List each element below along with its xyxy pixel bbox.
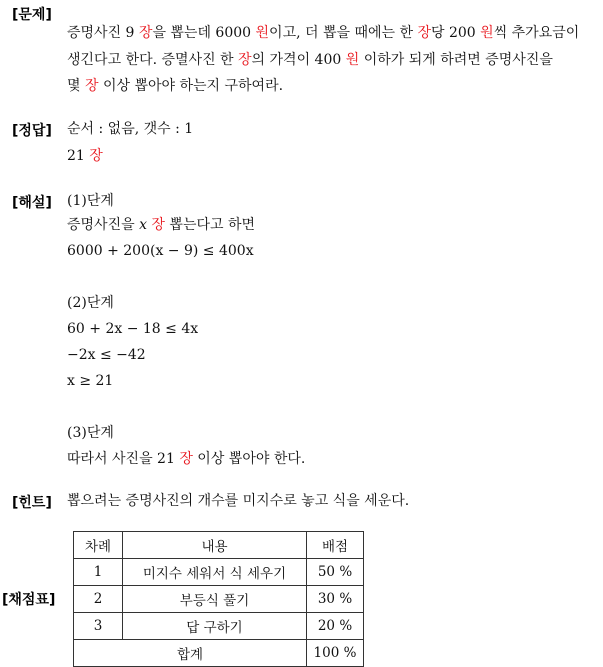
table-row (74, 586, 364, 613)
step-1-heading: (1)단계 (67, 193, 114, 209)
step-1-equation: 6000 + 200(x − 9) ≤ 400x (67, 243, 254, 259)
variable-x: x (139, 217, 147, 233)
problem-label: [문제] (12, 7, 52, 23)
header-content: 내용 (123, 532, 307, 559)
step-2-heading: (2)단계 (67, 295, 114, 311)
row-order: 2 (74, 586, 123, 613)
unit-jang: 장 (179, 451, 193, 467)
step-2-line-2: −2x ≤ −42 (67, 347, 146, 363)
row-points: 50 % (307, 559, 364, 586)
step-3-line-1: 따라서 사진을 21 장 이상 뽑아야 한다. (67, 451, 306, 467)
unit-won: 원 (255, 25, 270, 41)
unit-won: 원 (480, 25, 494, 41)
scoring-label: [채점표] (2, 592, 56, 608)
unit-won: 원 (345, 52, 360, 68)
row-points: 20 % (307, 613, 364, 640)
hint-text: 뽑으려는 증명사진의 개수를 미지수로 놓고 식을 세운다. (67, 493, 410, 509)
table-header-row (74, 532, 364, 559)
total-label: 합계 (74, 640, 307, 667)
step-1-line-1: 증명사진을 x 장 뽑는다고 하면 (67, 217, 256, 233)
header-points: 배점 (307, 532, 364, 559)
problem-line-2: 생긴다고 한다. 증멸사진 한 장의 가격이 400 원 이하가 되게 하려면 증명사진을 (67, 52, 553, 68)
solution-label: [해설] (12, 195, 52, 211)
answer-line-2: 21 장 (67, 148, 103, 164)
header-order: 차례 (74, 532, 123, 559)
answer-line-1: 순서 : 없음, 갯수 : 1 (67, 121, 194, 137)
unit-jang: 장 (238, 52, 252, 68)
scoring-table (73, 531, 364, 667)
row-content: 답 구하기 (123, 613, 307, 640)
row-content: 미지수 세워서 식 세우기 (123, 559, 307, 586)
table-total-row (74, 640, 364, 667)
problem-line-1: 증명사진 9 장을 뽑는데 6000 원이고, 더 뽑을 때에는 한 장당 200 원씩 추가요금이 (67, 25, 580, 41)
step-3-heading: (3)단계 (67, 425, 114, 441)
unit-jang: 장 (138, 25, 153, 41)
table-row (74, 613, 364, 640)
unit-jang: 장 (146, 217, 165, 233)
unit-jang: 장 (89, 148, 103, 164)
step-2-line-1: 60 + 2x − 18 ≤ 4x (67, 321, 199, 337)
unit-jang: 장 (417, 25, 431, 41)
hint-label: [힌트] (12, 495, 52, 511)
problem-line-3: 몇 장 이상 뽑아야 하는지 구하여라. (67, 78, 284, 94)
row-order: 1 (74, 559, 123, 586)
row-order: 3 (74, 613, 123, 640)
step-2-line-3: x ≥ 21 (67, 373, 114, 389)
table-row (74, 559, 364, 586)
row-content: 부등식 풀기 (123, 586, 307, 613)
answer-label: [정답] (12, 123, 52, 139)
row-points: 30 % (307, 586, 364, 613)
unit-jang: 장 (84, 78, 99, 94)
total-value: 100 % (307, 640, 364, 667)
